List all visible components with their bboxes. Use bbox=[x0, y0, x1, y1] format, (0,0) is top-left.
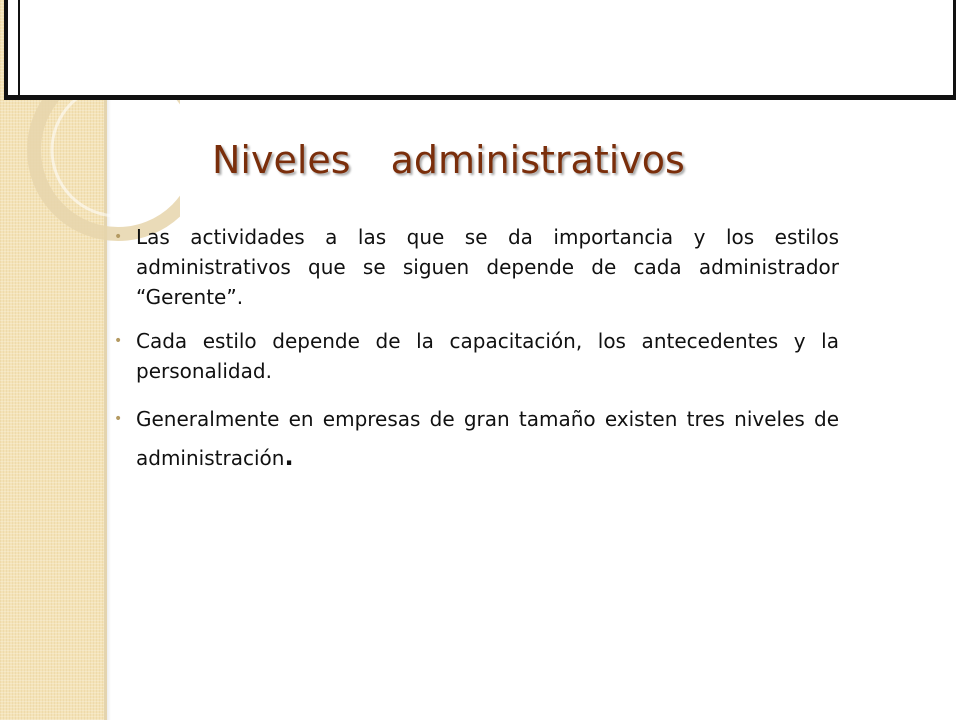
bullet-text: Cada estilo depende de la capacitación, los antecedentes y la personalidad. bbox=[136, 329, 839, 383]
bullet-list bbox=[114, 222, 839, 477]
title-frame bbox=[4, 0, 956, 100]
slide-title-word-1: Niveles bbox=[212, 138, 351, 182]
bullet-dot-icon: • bbox=[114, 333, 123, 349]
bullet-item bbox=[114, 326, 839, 386]
bullet-item bbox=[114, 400, 839, 477]
bullet-end-mark: . bbox=[284, 443, 294, 471]
bullet-dot-icon: • bbox=[114, 411, 123, 427]
bullet-dot-icon: • bbox=[114, 229, 123, 245]
bullet-text: Las actividades a las que se da importancia y los estilos administrativos que se siguen depende de cada administrador “Gerente”. bbox=[136, 225, 839, 309]
bullet-item bbox=[114, 222, 839, 312]
title-frame-inner-line bbox=[18, 0, 20, 95]
slide-title-word-2: administrativos bbox=[390, 138, 685, 182]
slide-title bbox=[212, 138, 685, 182]
bullet-text: Generalmente en empresas de gran tamaño existen tres niveles de administración bbox=[136, 407, 839, 470]
